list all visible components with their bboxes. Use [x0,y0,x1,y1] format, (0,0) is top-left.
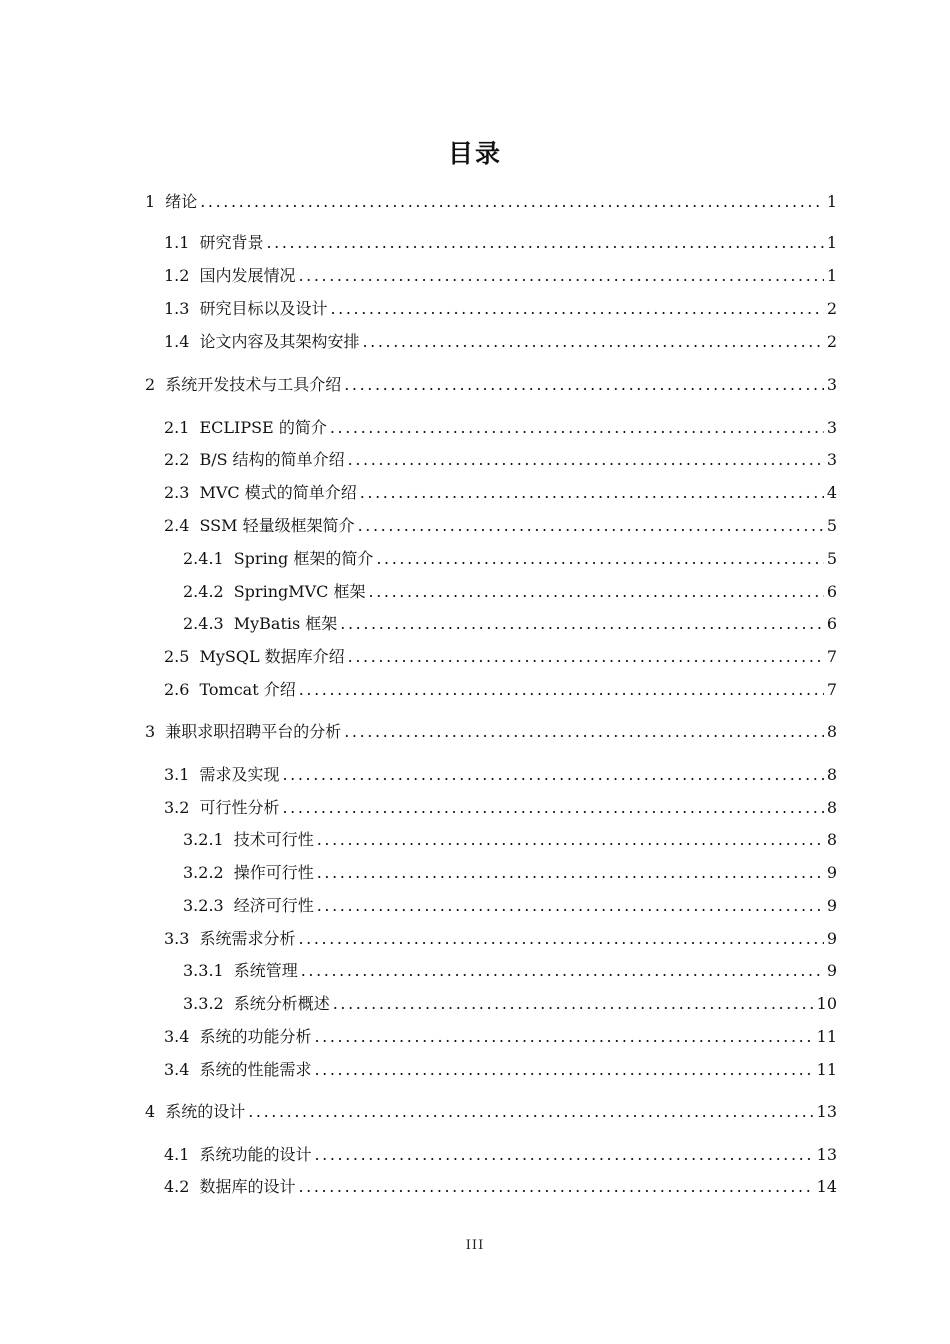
toc-entry-title: 系统的功能分析 [199,1027,312,1046]
toc-entry-page: 3 [826,375,837,394]
toc-entry-title: 技术可行性 [233,830,314,849]
toc-entry-title: MVC 模式的简单介绍 [199,483,357,502]
toc-entry-title: MySQL 数据库介绍 [199,647,345,666]
toc-entry-page: 9 [826,961,837,980]
toc-entry[interactable] [164,1175,837,1199]
toc-entry-title: SpringMVC 框架 [233,582,366,601]
toc-entry[interactable] [164,481,837,505]
toc-entry-page: 3 [826,450,837,469]
toc-entry-page: 11 [816,1027,837,1046]
toc-entry-page: 8 [826,798,837,817]
toc-entry-title: 系统开发技术与工具介绍 [165,375,342,394]
toc-entry-number: 2 [145,375,156,394]
toc-entry[interactable] [164,297,837,321]
dot-leader [314,1025,813,1049]
dot-leader [348,645,824,669]
dot-leader [360,481,824,505]
toc-entry-number: 2.4.2 [183,582,224,601]
toc-entry-number: 3.4 [164,1027,190,1046]
dot-leader [330,416,824,440]
dot-leader [298,927,823,951]
toc-entry[interactable] [164,645,837,669]
toc-entry-number: 3.2.1 [183,830,224,849]
dot-leader [282,763,823,787]
toc-entry[interactable] [183,547,837,571]
toc-entry[interactable] [164,927,837,951]
toc-entry-page: 13 [816,1145,837,1164]
toc-entry-title: 可行性分析 [199,798,280,817]
toc-entry-page: 14 [816,1177,837,1196]
toc-entry[interactable] [164,416,837,440]
toc-entry-number: 1.4 [164,332,190,351]
toc-entry-page: 9 [826,929,837,948]
page-number: III [465,1238,485,1253]
toc-entry-page: 2 [826,332,837,351]
dot-leader [376,547,823,571]
toc-entry-page: 10 [816,994,837,1013]
page-title: 目录 [447,139,502,168]
toc-entry[interactable] [164,448,837,472]
dot-leader [362,330,823,354]
toc-entry[interactable] [145,190,837,214]
toc-entry-number: 4 [145,1102,156,1121]
dot-leader [200,190,824,214]
dot-leader [299,678,824,702]
toc-entry[interactable] [183,959,837,983]
dot-leader [301,959,824,983]
toc-entry-page: 6 [826,582,837,601]
toc-entry[interactable] [164,796,837,820]
toc-entry[interactable] [183,992,837,1016]
dot-leader [314,1143,813,1167]
dot-leader [358,514,824,538]
toc-entry-number: 3.2.2 [183,863,224,882]
toc-entry-number: 1 [145,192,156,211]
toc-entry-number: 2.6 [164,680,190,699]
toc-entry-page: 11 [816,1060,837,1079]
toc-entry-number: 2.2 [164,450,190,469]
toc-entry-number: 2.1 [164,418,190,437]
toc-entry-number: 2.4.3 [183,614,224,633]
toc-entry-number: 1.3 [164,299,190,318]
toc-entry-page: 5 [826,516,837,535]
toc-entry-page: 8 [826,765,837,784]
dot-leader [330,297,823,321]
dot-leader [298,264,823,288]
dot-leader [340,612,824,636]
toc-entry-title: 论文内容及其架构安排 [199,332,360,351]
toc-entry-page: 6 [826,614,837,633]
toc-entry-title: 绪论 [165,192,198,211]
toc-entry-title: 国内发展情况 [199,266,296,285]
toc-entry[interactable] [164,1025,837,1049]
dot-leader [317,828,824,852]
toc-entry-number: 2.4 [164,516,190,535]
toc-entry[interactable] [183,580,837,604]
toc-entry-number: 1.1 [164,233,190,252]
toc-entry[interactable] [145,373,837,397]
toc-entry-title: 操作可行性 [233,863,314,882]
toc-entry-number: 3 [145,722,156,741]
dot-leader [344,373,824,397]
toc-entry-page: 8 [826,722,837,741]
toc-entry-title: 系统功能的设计 [199,1145,312,1164]
toc-entry-page: 9 [826,896,837,915]
dot-leader [314,1058,813,1082]
dot-leader [333,992,814,1016]
toc-entry-number: 4.2 [164,1177,190,1196]
toc-entry-number: 3.3.1 [183,961,224,980]
toc-entry-title: Tomcat 介绍 [199,680,296,699]
toc-entry-title: SSM 轻量级框架简介 [199,516,355,535]
toc-entry-number: 3.1 [164,765,190,784]
dot-leader [248,1100,813,1124]
toc-entry-number: 2.5 [164,647,190,666]
toc-entry[interactable] [183,894,837,918]
toc-entry[interactable] [145,1100,837,1124]
dot-leader [369,580,824,604]
toc-entry-page: 7 [826,680,837,699]
toc-entry-number: 3.4 [164,1060,190,1079]
toc-entry-number: 4.1 [164,1145,190,1164]
toc-entry[interactable] [183,828,837,852]
toc-entry-number: 2.4.1 [183,549,224,568]
toc-entry-number: 3.2 [164,798,190,817]
toc-entry[interactable] [164,330,837,354]
toc-entry[interactable] [183,861,837,885]
dot-leader [317,861,824,885]
toc-entry[interactable] [164,763,837,787]
toc-entry-title: 系统需求分析 [199,929,296,948]
toc-entry-number: 2.3 [164,483,190,502]
toc-entry-title: 经济可行性 [233,896,314,915]
toc-entry-title: 需求及实现 [199,765,280,784]
dot-leader [266,231,823,255]
toc-entry-title: Spring 框架的简介 [233,549,374,568]
toc-entry-title: B/S 结构的简单介绍 [199,450,345,469]
toc-entry-number: 3.2.3 [183,896,224,915]
toc-entry-page: 1 [826,233,837,252]
toc-entry-title: MyBatis 框架 [233,614,338,633]
toc-entry[interactable] [183,612,837,636]
toc-entry-title: 数据库的设计 [199,1177,296,1196]
toc-entry-page: 1 [826,266,837,285]
toc-entry-page: 2 [826,299,837,318]
toc-entry[interactable] [164,678,837,702]
toc-entry-title: 系统的设计 [165,1102,246,1121]
toc-entry[interactable] [145,720,837,744]
dot-leader [348,448,824,472]
toc-entry[interactable] [164,264,837,288]
toc-entry-title: 系统分析概述 [233,994,330,1013]
dot-leader [317,894,824,918]
toc-entry-title: 系统的性能需求 [199,1060,312,1079]
toc-entry[interactable] [164,514,837,538]
toc-entry-page: 7 [826,647,837,666]
toc-entry-title: ECLIPSE 的简介 [199,418,327,437]
toc-entry-page: 5 [826,549,837,568]
toc-entry-page: 13 [816,1102,837,1121]
toc-entry-page: 3 [826,418,837,437]
toc-entry[interactable] [164,1143,837,1167]
toc-entry-title: 研究目标以及设计 [199,299,328,318]
toc-entry-page: 1 [826,192,837,211]
toc-entry-number: 3.3 [164,929,190,948]
dot-leader [298,1175,813,1199]
toc-entry-page: 4 [826,483,837,502]
toc-entry-title: 兼职求职招聘平台的分析 [165,722,342,741]
dot-leader [344,720,824,744]
toc-entry[interactable] [164,231,837,255]
toc-entry-page: 9 [826,863,837,882]
toc-entry[interactable] [164,1058,837,1082]
toc-entry-title: 研究背景 [199,233,264,252]
dot-leader [282,796,823,820]
toc-entry-title: 系统管理 [233,961,298,980]
toc-entry-number: 3.3.2 [183,994,224,1013]
toc-entry-page: 8 [826,830,837,849]
toc-entry-number: 1.2 [164,266,190,285]
